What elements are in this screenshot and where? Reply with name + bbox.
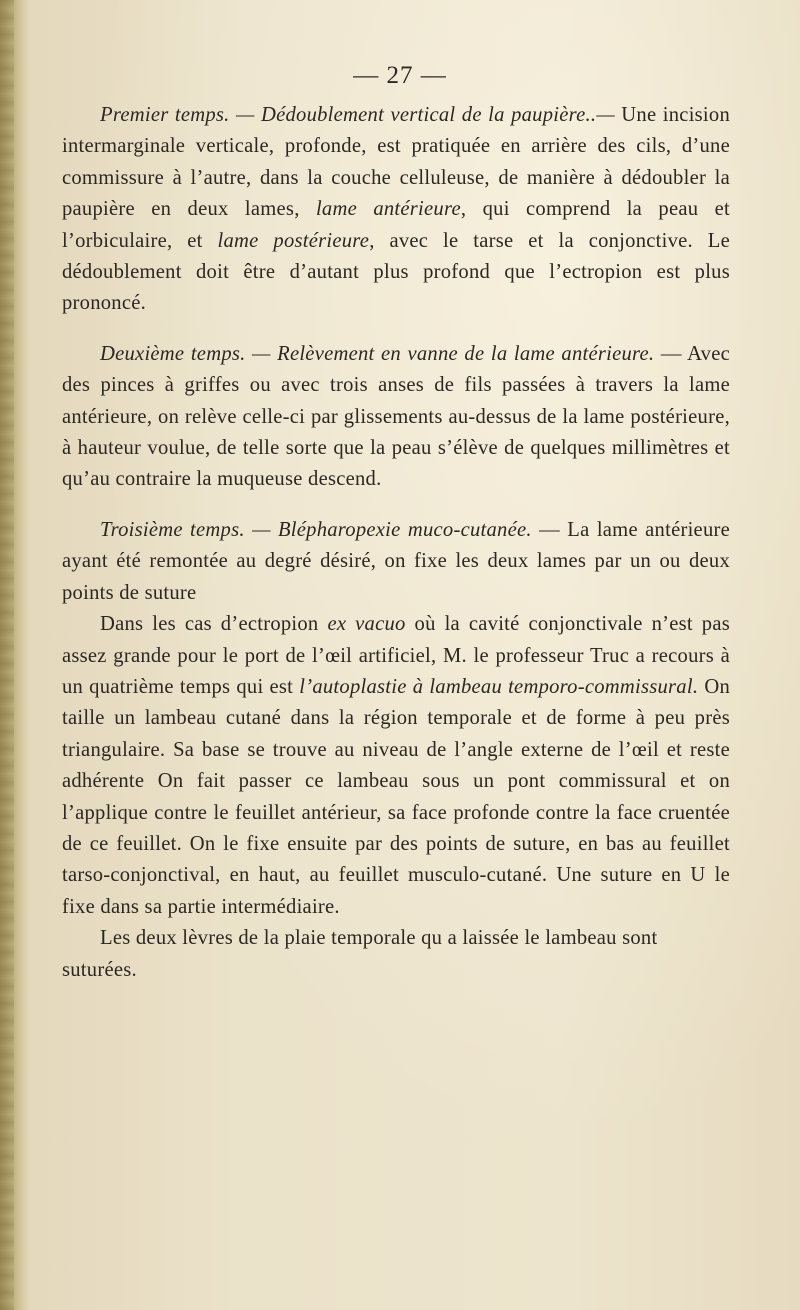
paragraph-text: — Avec des pinces à griffes ou avec trois anses de fils passées à travers la lame antérieure, on relève celle-ci par glissements au-dessus de la lame postérieure, à hauteur voulue, de telle sorte que la peau s’élève de quelques millimètres et qu’au contraire la muqueuse descend. <box>62 342 730 491</box>
paragraph-levres <box>62 923 730 986</box>
paragraph-text: où la cavité conjonctivale n’est pas assez grande pour le port de l’œil artificiel, M. le professeur Truc a recours à un quatrième temps qui est <box>62 613 731 698</box>
body-text <box>62 100 730 986</box>
paragraph-text: Dans les cas d’ectropion <box>100 613 328 636</box>
paragraph-troisieme-temps <box>62 515 730 609</box>
paragraph-text: — La lame antérieure ayant été remontée au degré désiré, on fixe les deux lames par un ou deux points de suture <box>62 518 730 604</box>
paragraph-text: Une incision intermarginale verticale, profonde, est pratiquée en arrière des cils, d’une commissure à l’autre, dans la couche celluleuse, de manière à dédoubler la paupière en deux lames, <box>62 104 730 221</box>
paragraph-heading: Troisième temps. — Blépharopexie muco-cutanée. <box>100 518 532 541</box>
page-number: — 27 — <box>353 62 447 89</box>
paragraph-premier-temps <box>62 100 730 320</box>
paragraph-text: Les deux lèvres de la plaie temporale qu a laissée le lambeau sont suturées. <box>62 927 658 981</box>
paragraph-text: On taille un lambeau cutané dans la région temporale et de forme à peu près triangulaire. Sa base se trouve au niveau de l’angle externe de l’œil et reste adhérente On fait passer ce lambeau sous un pont commissural et on l’applique contre le feuillet antérieur, sa face profonde contre la face cruentée de ce feuillet. On le fixe ensuite par des points de suture, en bas au feuillet tarso-conjonctival, en haut, au feuillet musculo-cutané. Une suture en U le fixe dans sa partie intermédiaire. <box>62 675 730 918</box>
paragraph-deuxieme-temps <box>62 339 730 496</box>
emphasis: ex vacuo <box>327 613 406 636</box>
emphasis: lame postérieure <box>217 229 370 252</box>
paragraph-text: , qui comprend la peau et l’orbiculaire, et <box>62 198 731 252</box>
paragraph-heading: Premier temps. — Dédoublement vertical de la paupière..— <box>100 104 615 126</box>
paragraph-heading: Deuxième temps. — Relèvement en vanne de la lame antérieure. <box>100 342 655 365</box>
paragraph-text: , avec le tarse et la conjonctive. Le dédoublement doit être d’autant plus profond que l’ectropion est plus prononcé. <box>62 229 730 315</box>
emphasis: l’autoplastie à lambeau temporo-commissural. <box>299 675 699 698</box>
paragraph-ectropion <box>62 609 730 923</box>
emphasis: lame antérieure <box>315 198 461 221</box>
binding-stain <box>0 0 14 1310</box>
